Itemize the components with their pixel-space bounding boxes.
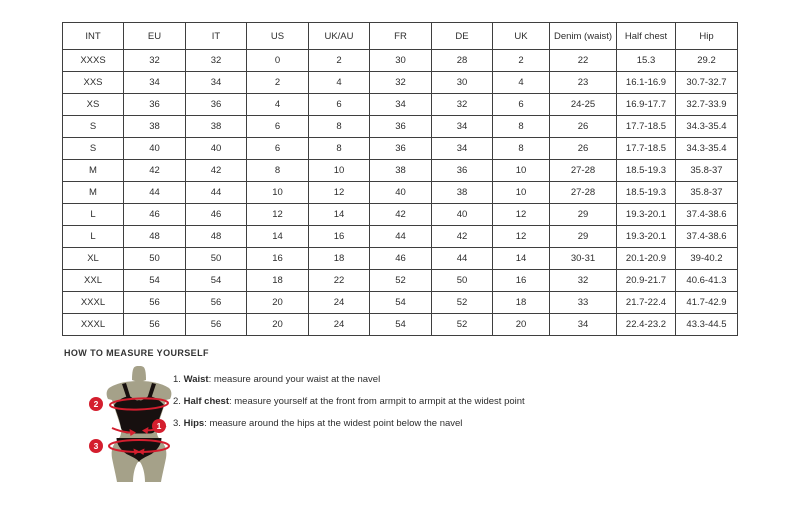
table-cell: XS [63, 94, 124, 116]
table-cell: 8 [493, 138, 550, 160]
table-cell: 23 [550, 72, 617, 94]
table-cell: 42 [186, 160, 247, 182]
table-cell: 40 [124, 138, 186, 160]
table-cell: 14 [309, 204, 370, 226]
chest-badge [89, 397, 103, 411]
table-cell: 41.7-42.9 [676, 292, 738, 314]
table-cell: 28 [432, 50, 493, 72]
table-row [63, 160, 738, 182]
table-row [63, 248, 738, 270]
table-cell: 18 [493, 292, 550, 314]
table-cell: 56 [186, 292, 247, 314]
table-cell: 56 [186, 314, 247, 336]
table-cell: 42 [432, 226, 493, 248]
table-cell: 54 [370, 314, 432, 336]
table-cell: 50 [432, 270, 493, 292]
table-cell: 18.5-19.3 [617, 182, 676, 204]
table-cell: 34 [186, 72, 247, 94]
table-cell: 8 [309, 138, 370, 160]
table-cell: 38 [186, 116, 247, 138]
table-cell: 56 [124, 314, 186, 336]
table-cell: 26 [550, 138, 617, 160]
table-cell: 6 [247, 116, 309, 138]
table-cell: 20.1-20.9 [617, 248, 676, 270]
table-cell: 19.3-20.1 [617, 204, 676, 226]
table-cell: 17.7-18.5 [617, 138, 676, 160]
table-cell: 34 [124, 72, 186, 94]
table-cell: 27-28 [550, 160, 617, 182]
table-cell: 16 [493, 270, 550, 292]
size-conversion-table [62, 22, 738, 336]
measure-step-waist [173, 374, 525, 385]
table-cell: 32 [186, 50, 247, 72]
column-header: Hip [676, 23, 738, 50]
table-cell: 22.4-23.2 [617, 314, 676, 336]
mannequin-neck [132, 366, 146, 382]
table-cell: 29 [550, 226, 617, 248]
table-cell: 30 [432, 72, 493, 94]
table-cell: 35.8-37 [676, 182, 738, 204]
table-cell: 8 [247, 160, 309, 182]
table-row [63, 226, 738, 248]
table-cell: 24 [309, 314, 370, 336]
step-text: : measure yourself at the front from armpit to armpit at the widest point [228, 396, 525, 407]
column-header: Half chest [617, 23, 676, 50]
column-header: UK/AU [309, 23, 370, 50]
table-cell: 16.9-17.7 [617, 94, 676, 116]
table-cell: 4 [493, 72, 550, 94]
table-cell: 14 [493, 248, 550, 270]
table-cell: L [63, 226, 124, 248]
table-cell: 4 [309, 72, 370, 94]
table-cell: 18.5-19.3 [617, 160, 676, 182]
column-header: DE [432, 23, 493, 50]
table-cell: 6 [247, 138, 309, 160]
table-cell: 0 [247, 50, 309, 72]
table-cell: XXS [63, 72, 124, 94]
table-row [63, 116, 738, 138]
step-text: : measure around your waist at the navel [208, 374, 381, 385]
table-cell: 48 [124, 226, 186, 248]
table-cell: 24-25 [550, 94, 617, 116]
table-cell: 29 [550, 204, 617, 226]
table-cell: 40.6-41.3 [676, 270, 738, 292]
table-cell: 52 [432, 314, 493, 336]
table-cell: 38 [124, 116, 186, 138]
table-cell: XXXL [63, 314, 124, 336]
table-cell: 38 [432, 182, 493, 204]
table-cell: 37.4-38.6 [676, 226, 738, 248]
table-cell: 44 [370, 226, 432, 248]
table-cell: 42 [370, 204, 432, 226]
table-cell: XXXS [63, 50, 124, 72]
table-cell: 34 [550, 314, 617, 336]
table-cell: 12 [493, 226, 550, 248]
table-cell: 34 [370, 94, 432, 116]
table-cell: 30.7-32.7 [676, 72, 738, 94]
step-label: Hips [183, 418, 205, 429]
table-cell: 46 [186, 204, 247, 226]
table-cell: 36 [186, 94, 247, 116]
table-cell: M [63, 160, 124, 182]
table-cell: 4 [247, 94, 309, 116]
table-row [63, 292, 738, 314]
table-cell: 34 [432, 116, 493, 138]
table-cell: 52 [370, 270, 432, 292]
table-cell: 10 [309, 160, 370, 182]
table-cell: S [63, 116, 124, 138]
table-cell: 2 [247, 72, 309, 94]
table-cell: 21.7-22.4 [617, 292, 676, 314]
table-cell: 12 [309, 182, 370, 204]
table-row [63, 204, 738, 226]
table-cell: 43.3-44.5 [676, 314, 738, 336]
table-cell: 12 [247, 204, 309, 226]
table-cell: 6 [309, 94, 370, 116]
table-cell: 8 [309, 116, 370, 138]
table-row [63, 314, 738, 336]
step-label: Half chest [183, 396, 229, 407]
table-cell: 10 [493, 182, 550, 204]
table-cell: 32.7-33.9 [676, 94, 738, 116]
table-cell: 37.4-38.6 [676, 204, 738, 226]
table-cell: 16 [309, 226, 370, 248]
table-cell: 18 [247, 270, 309, 292]
table-cell: 32 [432, 94, 493, 116]
column-header: INT [63, 23, 124, 50]
svg-text:1: 1 [156, 421, 162, 432]
table-cell: 20 [247, 314, 309, 336]
table-cell: 50 [186, 248, 247, 270]
table-cell: 17.7-18.5 [617, 116, 676, 138]
table-cell: 44 [432, 248, 493, 270]
table-cell: 44 [186, 182, 247, 204]
table-cell: 40 [186, 138, 247, 160]
svg-text:3: 3 [93, 441, 99, 452]
table-cell: 26 [550, 116, 617, 138]
measure-section-heading: HOW TO MEASURE YOURSELF [64, 348, 209, 358]
table-cell: 14 [247, 226, 309, 248]
table-cell: XXXL [63, 292, 124, 314]
table-cell: XL [63, 248, 124, 270]
waist-badge [152, 419, 166, 433]
measure-steps [173, 374, 525, 429]
table-cell: 32 [370, 72, 432, 94]
table-cell: 38 [370, 160, 432, 182]
table-cell: 29.2 [676, 50, 738, 72]
table-cell: 32 [124, 50, 186, 72]
column-header: US [247, 23, 309, 50]
table-row [63, 270, 738, 292]
svg-text:2: 2 [93, 399, 99, 410]
table-cell: 33 [550, 292, 617, 314]
column-header: FR [370, 23, 432, 50]
step-label: Waist [183, 374, 209, 385]
table-cell: 40 [370, 182, 432, 204]
table-cell: 54 [186, 270, 247, 292]
table-cell: 50 [124, 248, 186, 270]
table-cell: 30 [370, 50, 432, 72]
table-cell: 16.1-16.9 [617, 72, 676, 94]
table-cell: 32 [550, 270, 617, 292]
table-cell: 36 [432, 160, 493, 182]
table-cell: 46 [370, 248, 432, 270]
table-cell: 48 [186, 226, 247, 248]
size-table-body [63, 50, 738, 336]
column-header: IT [186, 23, 247, 50]
table-cell: 42 [124, 160, 186, 182]
table-cell: 12 [493, 204, 550, 226]
table-row [63, 182, 738, 204]
column-header: Denim (waist) [550, 23, 617, 50]
table-cell: 35.8-37 [676, 160, 738, 182]
table-cell: 27-28 [550, 182, 617, 204]
table-cell: 19.3-20.1 [617, 226, 676, 248]
column-header: EU [124, 23, 186, 50]
step-text: : measure around the hips at the widest point below the navel [204, 418, 463, 429]
table-cell: 39-40.2 [676, 248, 738, 270]
table-cell: XXL [63, 270, 124, 292]
table-cell: 30-31 [550, 248, 617, 270]
table-cell: 40 [432, 204, 493, 226]
table-cell: 15.3 [617, 50, 676, 72]
table-cell: 44 [124, 182, 186, 204]
table-cell: S [63, 138, 124, 160]
measure-step-hips [173, 418, 525, 429]
table-cell: 2 [493, 50, 550, 72]
table-cell: 6 [493, 94, 550, 116]
table-cell: 54 [370, 292, 432, 314]
table-cell: 52 [432, 292, 493, 314]
measure-step-half-chest [173, 396, 525, 407]
table-cell: 54 [124, 270, 186, 292]
table-cell: 34.3-35.4 [676, 138, 738, 160]
table-cell: 2 [309, 50, 370, 72]
table-row [63, 72, 738, 94]
table-cell: 20 [493, 314, 550, 336]
table-cell: 18 [309, 248, 370, 270]
step-number: 2. [173, 396, 181, 407]
table-row [63, 138, 738, 160]
table-cell: L [63, 204, 124, 226]
table-cell: 46 [124, 204, 186, 226]
table-cell: 22 [550, 50, 617, 72]
hip-badge [89, 439, 103, 453]
table-cell: 20.9-21.7 [617, 270, 676, 292]
table-cell: 10 [247, 182, 309, 204]
step-number: 1. [173, 374, 181, 385]
table-cell: M [63, 182, 124, 204]
table-row [63, 94, 738, 116]
size-table-head-row [63, 23, 738, 50]
table-cell: 22 [309, 270, 370, 292]
table-cell: 16 [247, 248, 309, 270]
table-cell: 36 [124, 94, 186, 116]
table-cell: 34.3-35.4 [676, 116, 738, 138]
table-cell: 56 [124, 292, 186, 314]
table-cell: 36 [370, 138, 432, 160]
table-cell: 10 [493, 160, 550, 182]
table-cell: 34 [432, 138, 493, 160]
table-cell: 36 [370, 116, 432, 138]
table-row [63, 50, 738, 72]
table-cell: 20 [247, 292, 309, 314]
step-number: 3. [173, 418, 181, 429]
column-header: UK [493, 23, 550, 50]
table-cell: 8 [493, 116, 550, 138]
table-cell: 24 [309, 292, 370, 314]
